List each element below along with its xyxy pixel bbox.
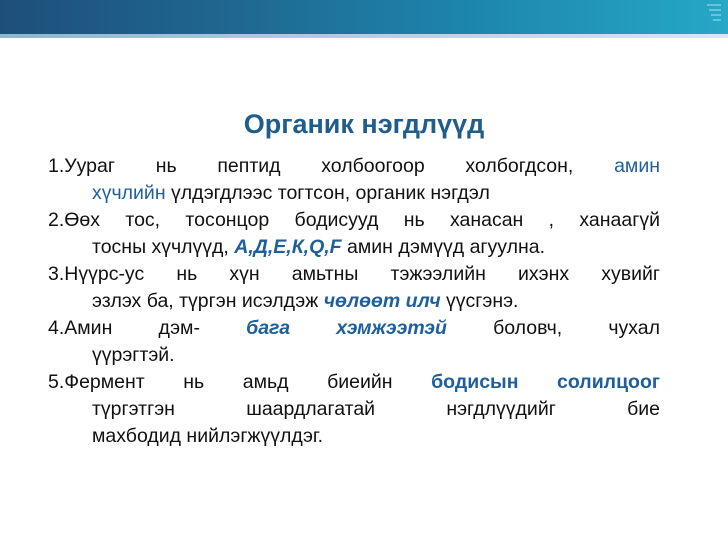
highlight-term: хүчлийн: [92, 182, 166, 204]
bullet-line: [48, 234, 660, 261]
bullet-line: 3.Нүүрс-ус нь хүн амьтны тэжээлийн ихэнх хувийг: [48, 263, 660, 285]
bullet-line: [48, 369, 660, 396]
bullet-line: 2.Өөх тос, тосонцор бодисууд нь ханасан , ханаагүй: [48, 209, 660, 231]
bullet-line: түргэтгэн шаардлагатай нэгдлүүдийг бие: [92, 398, 660, 420]
bullet-item-carbohydrates: [48, 261, 660, 315]
bullet-text: 5.Фермент нь амьд биеийн: [48, 371, 432, 393]
bullet-line: махбодид нийлэгжүүлдэг.: [92, 425, 324, 447]
highlight-term: бага хэмжээтэй: [246, 317, 447, 339]
bullet-text: тосны хүчлүүд,: [92, 236, 235, 258]
bullet-text: амин дэмүүд агуулна.: [341, 236, 546, 258]
highlight-term: А,Д,Е,К,Q,F: [234, 236, 342, 258]
bullet-list: [48, 153, 660, 450]
bullet-item-protein: [48, 153, 660, 207]
bullet-text: 4.Амин дэм-: [48, 317, 247, 339]
bullet-line: [48, 153, 660, 180]
bullet-text: эзлэх ба, түргэн исэлдэж: [92, 290, 324, 312]
bullet-text: үлдэгдлээс тогтсон, органик нэгдэл: [165, 182, 490, 204]
banner-divider: [0, 34, 728, 38]
slide-title: Органик нэгдлүүд: [243, 109, 485, 139]
bullet-line: [48, 288, 660, 315]
bullet-line: [48, 315, 660, 342]
bullet-line: [48, 180, 660, 207]
bullet-item-fats: [48, 207, 660, 261]
highlight-term: чөлөөт илч: [323, 290, 441, 312]
bullet-text: 1.Уураг нь пептид холбоогоор холбогдсон,: [48, 155, 615, 177]
bullet-line: үүрэгтэй.: [92, 344, 175, 366]
bullet-text: боловч, чухал: [446, 317, 660, 339]
bullet-text: үүсгэнэ.: [440, 290, 519, 312]
bullet-item-vitamins: [48, 315, 660, 369]
bullet-item-enzymes: [48, 369, 660, 450]
highlight-term: бодисын солилцоог: [431, 371, 661, 393]
top-banner: [0, 0, 728, 34]
decorative-lines-icon: [705, 4, 721, 24]
highlight-term: амин: [614, 155, 660, 177]
